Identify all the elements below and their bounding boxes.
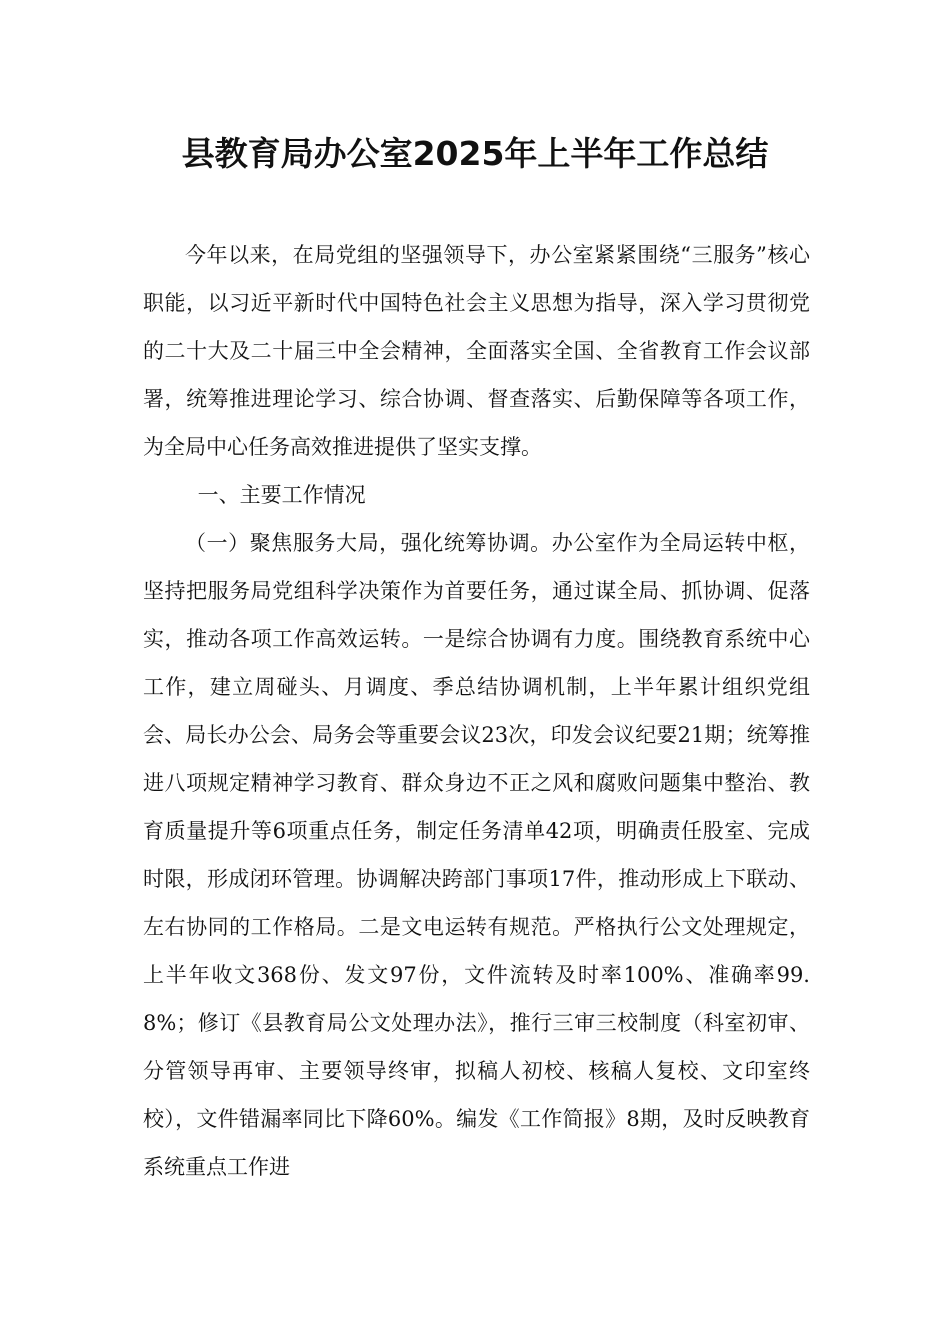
document-body <box>143 231 810 1191</box>
section-1-paragraph: （一）聚焦服务大局，强化统筹协调。办公室作为全局运转中枢，坚持把服务局党组科学决策作为首要任务，通过谋全局、抓协调、促落实，推动各项工作高效运转。一是综合协调有力度。围绕教育系统中心工作，建立周碰头、月调度、季总结协调机制，上半年累计组织党组会、局长办公会、局务会等重要会议23次，印发会议纪要21期；统筹推进八项规定精神学习教育、群众身边不正之风和腐败问题集中整治、教育质量提升等6项重点任务，制定任务清单42项，明确责任股室、完成时限，形成闭环管理。协调解决跨部门事项17件，推动形成上下联动、左右协同的工作格局。二是文电运转有规范。严格执行公文处理规定，上半年收文368份、发文97份，文件流转及时率100%、准确率99.8%；修订《县教育局公文处理办法》，推行三审三校制度（科室初审、分管领导再审、主要领导终审，拟稿人初校、核稿人复校、文印室终校），文件错漏率同比下降60%。编发《工作简报》8期，及时反映教育系统重点工作进 <box>143 531 810 1179</box>
intro-paragraph: 今年以来，在局党组的坚强领导下，办公室紧紧围绕“三服务”核心职能，以习近平新时代中国特色社会主义思想为指导，深入学习贯彻党的二十大及二十届三中全会精神，全面落实全国、全省教育工作会议部署，统筹推进理论学习、综合协调、督查落实、后勤保障等各项工作，为全局中心任务高效推进提供了坚实支撑。 <box>143 243 810 459</box>
section-heading: 一、主要工作情况 <box>197 483 366 507</box>
document-title: 县教育局办公室2025年上半年工作总结 <box>181 134 769 173</box>
